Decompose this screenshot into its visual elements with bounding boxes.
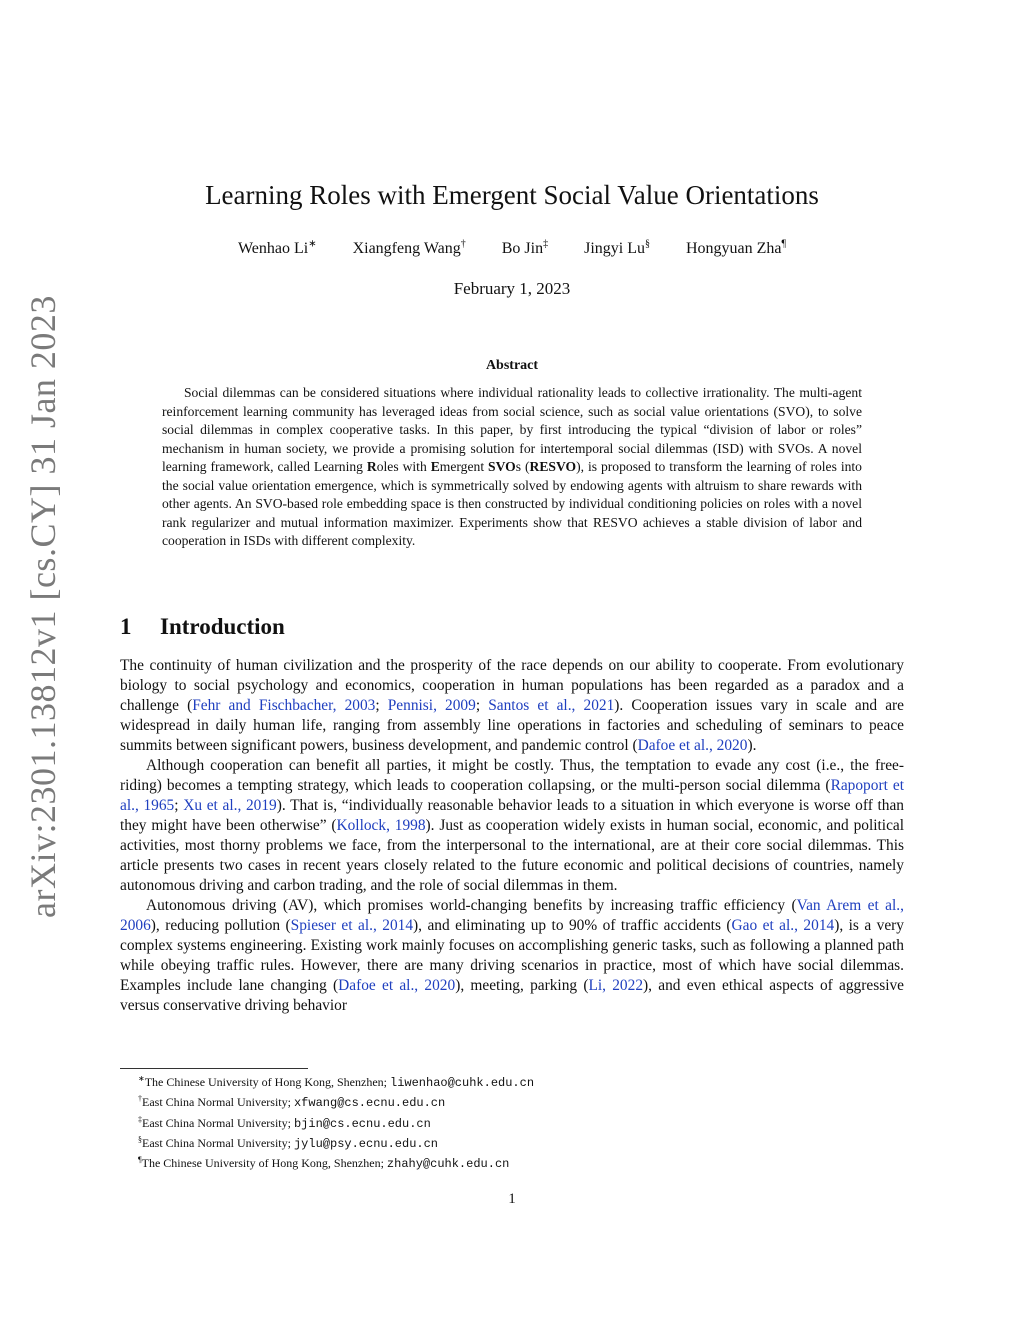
citation-link[interactable]: Li, 2022 <box>588 977 644 994</box>
abstract-text: Social dilemmas can be considered situations where individual rationality leads to collective irrationality. The multi-agent reinforcement learning community has leveraged ideas from social science, such as social value orientations (SVO), to solve social dilemmas in complex cooperative tasks. In this paper, by first introducing the typical “division of labor or roles” mechanism in human society, we provide a promising solution for intertemporal social dilemmas (ISD) with SVOs. A novel learning framework, called Learning Roles with Emergent SVOs (RESVO), is proposed to transform the learning of roles into the social value orientation emergence, which is symmetrically solved by endowing agents with altruism to share rewards with other agents. An SVO-based role embedding space is then constructed by individual conditioning policies on roles with a novel rank regularizer and mutual information maximizer. Experiments show that RESVO achieves a stable division of labor and cooperation in ISDs with different complexity. <box>162 385 862 548</box>
citation-link[interactable]: Spieser et al., 2014 <box>290 917 414 934</box>
email-address[interactable]: xfwang@cs.ecnu.edu.cn <box>293 1096 446 1111</box>
author-3: Bo Jin‡ <box>501 239 549 258</box>
author-list <box>0 239 1024 258</box>
footnote-divider <box>120 1068 308 1069</box>
citation-link[interactable]: Gao et al., 2014 <box>731 917 835 934</box>
intro-paragraph-2: Although cooperation can benefit all parties, it might be costly. Thus, the temptation to evade any cost (i.e., the free-riding) becomes a tempting strategy, which leads to cooperation collapsing, or the multi-person social dilemma (Rapoport et al., 1965; Xu et al., 2019). That is, “individually reasonable behavior leads to a situation in which everyone is worse off than they might have been otherwise” (Kollock, 1998). Just as cooperation widely exists in human social, economic, and political activities, most thorny problems we face, from the interpersonal to the international, are at their core social dilemmas. This article presents two cases in recent years closely related to the future economic and political decisions of countries, namely autonomous driving and carbon trading, and the role of social dilemmas in them. <box>120 757 905 894</box>
footnotes <box>138 1071 898 1172</box>
citation-link[interactable]: Dafoe et al., 2020 <box>338 977 456 994</box>
arxiv-identifier-stamp: arXiv:2301.13812v1 [cs.CY] 31 Jan 2023 <box>23 295 63 918</box>
intro-paragraph-1: The continuity of human civilization and the prosperity of the race depends on our ability to cooperate. From evolutionary biology to social psychology and economics, cooperation in human populations has been regarded as a paradox and a challenge (Fehr and Fischbacher, 2003; Pennisi, 2009; Santos et al., 2021). Cooperation issues vary in scale and are widespread in daily human life, ranging from assembly line operations in factories and scheduling of seminars to peace summits between significant powers, business development, and pandemic control (Dafoe et al., 2020). <box>120 657 904 754</box>
paper-title: Learning Roles with Emergent Social Value Orientations <box>205 180 819 210</box>
footnote-2: †East China Normal University; xfwang@cs.ecnu.edu.cn <box>138 1094 446 1111</box>
citation-link[interactable]: Fehr and Fischbacher, 2003 <box>192 697 376 714</box>
citation-link[interactable]: Van Arem et al., 2006 <box>120 897 904 934</box>
author-5: Hongyuan Zha¶ <box>685 239 787 258</box>
email-address[interactable]: jylu@psy.ecnu.edu.cn <box>293 1136 439 1151</box>
citation-link[interactable]: Dafoe et al., 2020 <box>637 737 748 754</box>
footnote-1: ∗The Chinese University of Hong Kong, Shenzhen; liwenhao@cuhk.edu.cn <box>138 1074 535 1090</box>
citation-link[interactable]: Pennisi, 2009 <box>387 697 476 714</box>
email-address[interactable]: liwenhao@cuhk.edu.cn <box>390 1076 535 1090</box>
citation-link[interactable]: Santos et al., 2021 <box>488 697 615 714</box>
email-address[interactable]: bjin@cs.ecnu.edu.cn <box>293 1116 431 1131</box>
footnote-3: ‡East China Normal University; bjin@cs.ecnu.edu.cn <box>138 1114 431 1131</box>
citation-link[interactable]: Rapoport et al., 1965 <box>120 777 904 814</box>
abstract-heading: Abstract <box>485 358 539 373</box>
author-4: Jingyi Lu§ <box>584 239 650 258</box>
author-2: Xiangfeng Wang† <box>352 239 466 258</box>
author-1: Wenhao Li∗ <box>237 239 317 258</box>
page-number: 1 <box>508 1191 516 1207</box>
footnote-5: ¶The Chinese University of Hong Kong, Shenzhen; zhahy@cuhk.edu.cn <box>138 1155 510 1172</box>
intro-paragraph-3: Autonomous driving (AV), which promises world-changing benefits by increasing traffic efficiency (Van Arem et al., 2006), reducing pollution (Spieser et al., 2014), and eliminating up to 90% of traffic accidents (Gao et al., 2014), is a very complex systems engineering. Existing work mainly focuses on accomplishing generic tasks, such as following a planned path while obeying traffic rules. However, there are many driving scenarios in practice, most of which have social dilemmas. Examples include lane changing (Dafoe et al., 2020), meeting, parking (Li, 2022), and even ethical aspects of aggressive versus conservative driving behavior <box>120 897 904 1014</box>
footnote-4: §East China Normal University; jylu@psy.ecnu.edu.cn <box>138 1134 439 1151</box>
citation-link[interactable]: Xu et al., 2019 <box>183 797 277 814</box>
citation-link[interactable]: Kollock, 1998 <box>336 817 426 834</box>
publication-date: February 1, 2023 <box>453 279 571 298</box>
section-heading: 1 Introduction <box>120 614 285 639</box>
email-address[interactable]: zhahy@cuhk.edu.cn <box>386 1157 510 1172</box>
introduction-body <box>120 656 904 1016</box>
